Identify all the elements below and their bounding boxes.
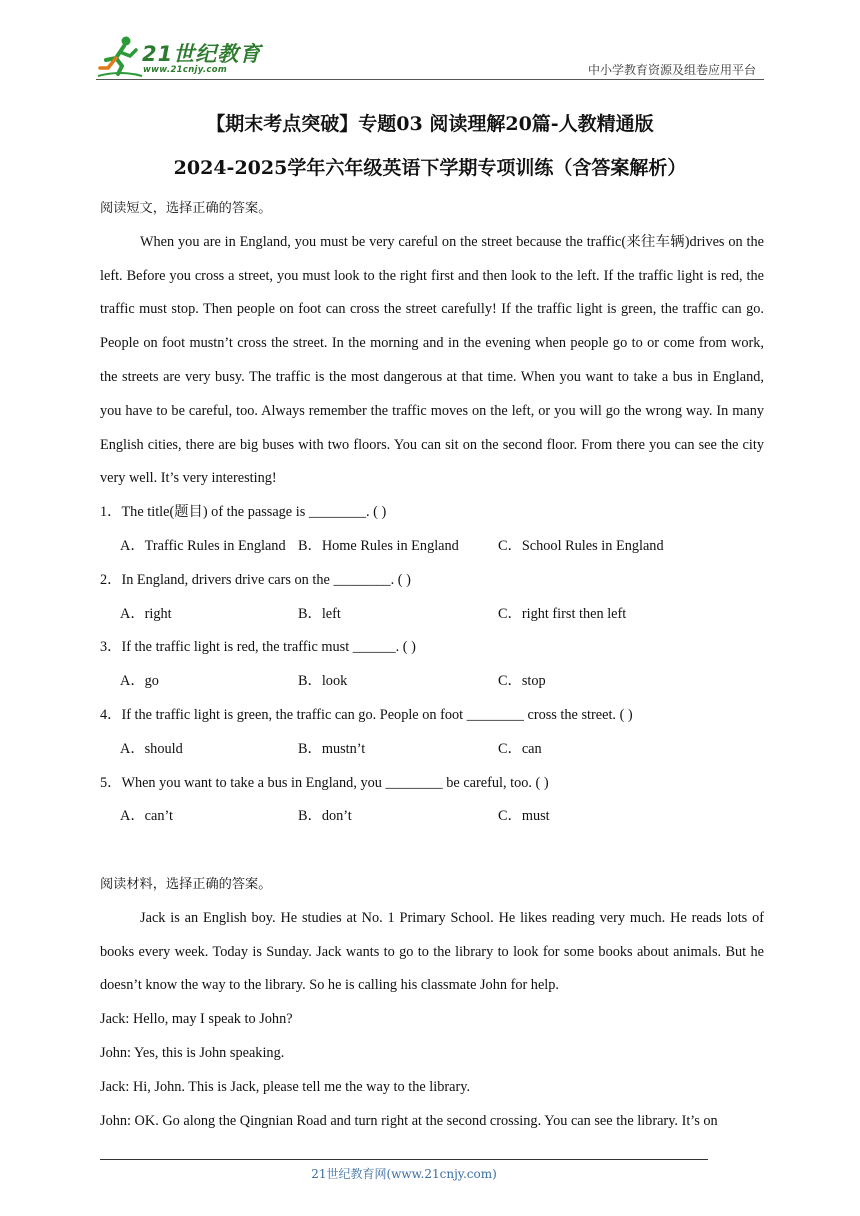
option-b: B．look — [298, 673, 348, 690]
option-a: A．can’t — [120, 808, 173, 825]
option-c: C．School Rules in England — [498, 537, 664, 554]
dialogue-line: Jack: Hi, John. This is Jack, please tell me the way to the library. — [100, 1078, 471, 1095]
question-4: 4．If the traffic light is green, the traffic can go. People on foot ________ cross the street. ( ) — [100, 706, 633, 723]
section2-passage: Jack is an English boy. He studies at No. 1 Primary School. He likes reading very much. He reads lots of books every week. Today is Sunday. Jack wants to go to the library to look for some books about animals. But he doesn’t know the way to the library. So he is calling his classmate John for help. — [100, 909, 764, 994]
option-a: A．go — [120, 673, 159, 690]
question-2: 2．In England, drivers drive cars on the ________. ( ) — [100, 571, 411, 588]
option-b: B．Home Rules in England — [298, 537, 459, 554]
option-a: A．should — [120, 740, 183, 757]
page-footer: 21世纪教育网(www.21cnjy.com) — [311, 1167, 497, 1181]
dialogue-line: John: OK. Go along the Qingnian Road and turn right at the second crossing. You can see the library. It’s on — [100, 1112, 718, 1129]
logo — [96, 34, 266, 78]
question-5: 5．When you want to take a bus in England, you ________ be careful, too. ( ) — [100, 774, 549, 791]
option-c: C．right first then left — [498, 605, 627, 622]
question-1: 1．The title(题目) of the passage is ________. ( ) — [100, 504, 387, 521]
page-header — [96, 34, 764, 80]
section2-instruction: 阅读材料，选择正确的答案。 — [100, 876, 272, 892]
section-spacer — [100, 834, 764, 868]
section1-passage: When you are in England, you must be very careful on the street because the traffic(来往车辆)drives on the left. Before you cross a street, you must look to the right first and then look to the left. If the traffic light is red, the traffic must stop. Then people on foot can cross the street carefully! If the traffic light is green, the traffic can go. People on foot mustn’t cross the street. In the morning and in the evening when people go to or come from work, the streets are very busy. The traffic is the most dangerous at that time. When you want to take a bus in England, you have to be careful, too. Always remember the traffic moves on the left, or you will go the wrong way. In many English cities, there are big buses with two floors. You can sit on the second floor. From there you can see the city very well. It’s very interesting! — [100, 233, 764, 487]
section1-instruction: 阅读短文，选择正确的答案。 — [100, 201, 272, 216]
header-tagline: 中小学教育资源及组卷应用平台 — [587, 63, 756, 77]
question-3: 3．If the traffic light is red, the traffic must ______. ( ) — [100, 639, 416, 656]
option-c: C．must — [498, 808, 550, 825]
dialogue-line: John: Yes, this is John speaking. — [100, 1044, 285, 1061]
question-2-options — [100, 598, 764, 632]
question-5-options — [100, 800, 764, 834]
question-4-options — [100, 733, 764, 767]
document-body — [100, 192, 764, 1138]
option-b: B．left — [298, 605, 341, 622]
question-3-options — [100, 665, 764, 699]
document-title-line2: 2024-2025学年六年级英语下学期专项训练（含答案解析） — [173, 157, 687, 179]
runner-logo-icon — [96, 34, 144, 78]
dialogue-line: Jack: Hello, may I speak to John? — [100, 1011, 293, 1028]
option-a: A．right — [120, 605, 172, 622]
logo-url: www.21cnjy.com — [143, 65, 227, 75]
option-a: A．Traffic Rules in England — [120, 537, 286, 554]
document-title-line1: 【期末考点突破】专题03 阅读理解20篇-人教精通版 — [206, 113, 654, 135]
option-b: B．don’t — [298, 808, 352, 825]
option-c: C．can — [498, 740, 542, 757]
footer-divider — [100, 1159, 708, 1160]
option-b: B．mustn’t — [298, 740, 366, 757]
option-c: C．stop — [498, 673, 546, 690]
logo-text: 21世纪教育 — [142, 42, 262, 66]
question-1-options — [100, 530, 764, 564]
header-divider — [96, 79, 764, 80]
